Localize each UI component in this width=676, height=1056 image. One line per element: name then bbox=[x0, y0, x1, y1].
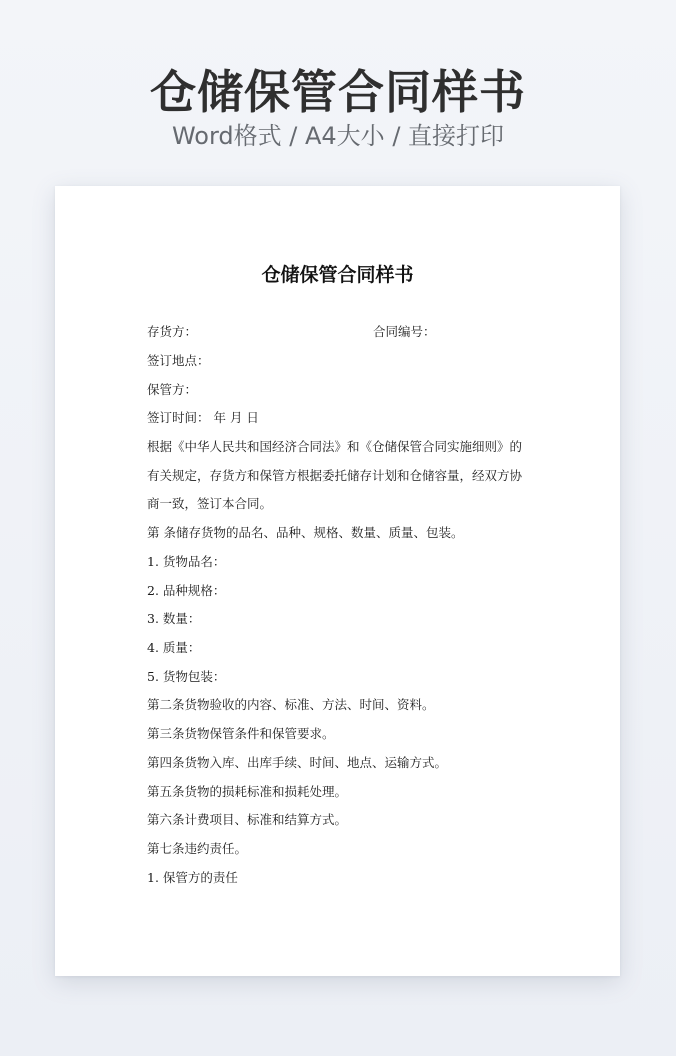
article-1-item-3: 3. 数量： bbox=[147, 611, 201, 626]
article-1-item-2: 2. 品种规格： bbox=[147, 583, 226, 598]
intro-line-2: 有关规定，存货方和保管方根据委托储存计划和仓储容量，经双方协 bbox=[147, 468, 523, 483]
article-6: 第六条计费项目、标准和结算方式。 bbox=[147, 812, 348, 827]
page-subtitle: Word格式 / A4大小 / 直接打印 bbox=[171, 122, 505, 150]
contract-number-field: 合同编号： bbox=[373, 324, 436, 339]
article-1-item-1: 1. 货物品名： bbox=[147, 554, 226, 569]
article-1: 第 条储存货物的品名、品种、规格、数量、质量、包装。 bbox=[147, 525, 464, 540]
article-5: 第五条货物的损耗标准和损耗处理。 bbox=[147, 784, 348, 799]
article-1-item-5: 5. 货物包装： bbox=[147, 669, 226, 684]
depositor-field: 存货方： bbox=[147, 324, 198, 339]
sign-place-field: 签订地点： bbox=[147, 353, 210, 368]
article-4: 第四条货物入库、出库手续、时间、地点、运输方式。 bbox=[147, 755, 448, 770]
intro-line-3: 商一致，签订本合同。 bbox=[147, 496, 273, 511]
document-page bbox=[55, 186, 620, 976]
article-2: 第二条货物验收的内容、标准、方法、时间、资料。 bbox=[147, 697, 435, 712]
article-1-item-4: 4. 质量： bbox=[147, 640, 201, 655]
document-title: 仓储保管合同样书 bbox=[261, 264, 414, 286]
article-3: 第三条货物保管条件和保管要求。 bbox=[147, 726, 335, 741]
page-title: 仓储保管合同样书 bbox=[150, 65, 526, 119]
article-7-item-1: 1. 保管方的责任 bbox=[147, 870, 238, 885]
sign-time-field: 签订时间： 年 月 日 bbox=[147, 410, 259, 425]
custodian-field: 保管方： bbox=[147, 382, 198, 397]
article-7: 第七条违约责任。 bbox=[147, 841, 248, 856]
intro-line-1: 根据《中华人民共和国经济合同法》和《仓储保管合同实施细则》的 bbox=[147, 439, 523, 454]
